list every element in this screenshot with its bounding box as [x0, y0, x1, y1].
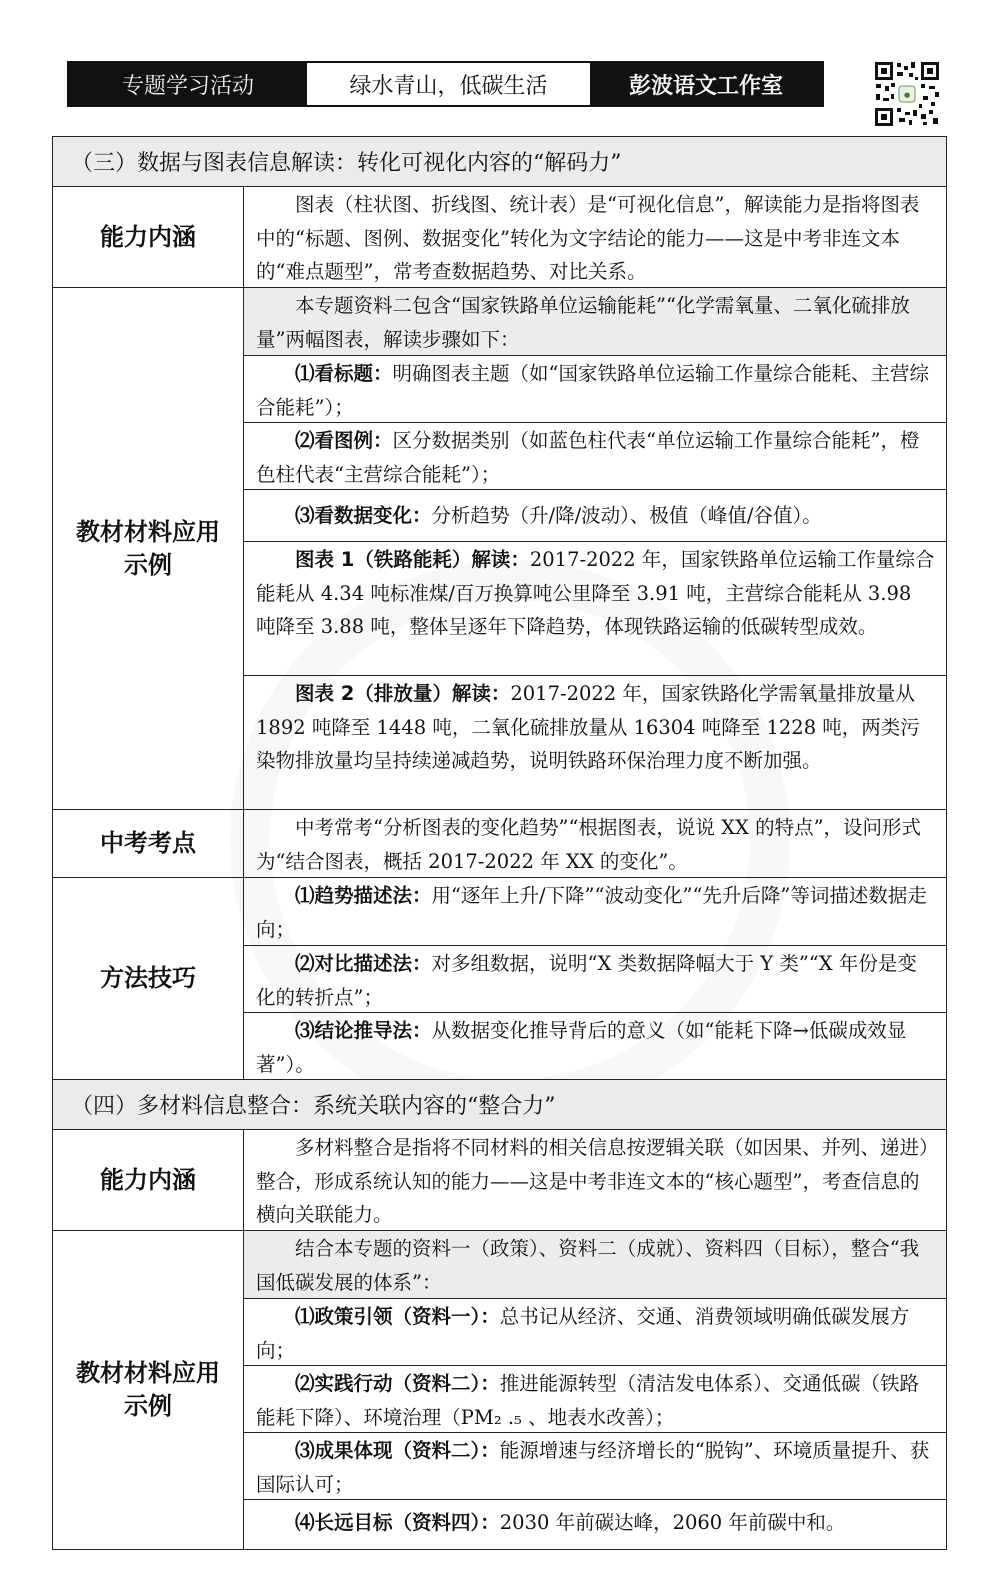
- example-step-1: ⑴看标题：明确图表主题（如“国家铁路单位运输工作量综合能耗、主营综合能耗”）；: [244, 355, 946, 422]
- header-topic: 专题学习活动: [69, 63, 307, 105]
- example-step-2: ⑵看图例：区分数据类别（如蓝色柱代表“单位运输工作量综合能耗”，橙色柱代表“主营综合能耗”）；: [244, 422, 946, 489]
- row-capability-3: [53, 187, 946, 288]
- row-example-3: [53, 288, 946, 810]
- example-intro: 结合本专题的资料一（政策）、资料二（成就）、资料四（目标），整合“我国低碳发展的体系”：: [244, 1231, 946, 1298]
- row-capability-4: [53, 1130, 946, 1231]
- row-label: 能力内涵: [53, 1130, 244, 1230]
- method-item-3: ⑶结论推导法：从数据变化推导背后的意义（如“能耗下降→低碳成效显著”）。: [244, 1012, 946, 1078]
- integration-item-1: ⑴政策引领（资料一）：总书记从经济、交通、消费领域明确低碳发展方向；: [244, 1298, 946, 1365]
- integration-item-4: ⑷长远目标（资料四）：2030 年前碳达峰，2060 年前碳中和。: [244, 1499, 946, 1547]
- header-theme: 绿水青山，低碳生活: [307, 63, 590, 105]
- integration-item-2: ⑵实践行动（资料二）：推进能源转型（清洁发电体系）、交通低碳（铁路能耗下降）、环境治理（PM₂ .₅ 、地表水改善）；: [244, 1365, 946, 1432]
- integration-item-3: ⑶成果体现（资料二）：能源增速与经济增长的“脱钩”、环境质量提升、获国际认可；: [244, 1432, 946, 1499]
- row-exam-3: [53, 810, 946, 878]
- capability-text: 图表（柱状图、折线图、统计表）是“可视化信息”，解读能力是指将图表中的“标题、图例、数据变化”转化为文字结论的能力——这是中考非连文本的“难点题型”，常考查数据趋势、对比关系。: [256, 193, 920, 283]
- svg-text:●: ●: [903, 91, 911, 99]
- row-label: 教材材料应用示例: [53, 1231, 244, 1549]
- row-label: 中考考点: [53, 810, 244, 877]
- header-studio: 彭波语文工作室: [590, 63, 822, 105]
- method-item-1: ⑴趋势描述法：用“逐年上升/下降”“波动变化”“先升后降”等词描述数据走向；: [256, 884, 927, 941]
- row-method-3: [53, 878, 946, 1080]
- example-chart-1: 图表 1（铁路能耗）解读：2017-2022 年，国家铁路单位运输工作量综合能耗从 4.34 吨标准煤/百万换算吨公里降至 3.91 吨，主营综合能耗从 3.98 吨降至 3.88 吨，整体呈逐年下降趋势，体现铁路运输的低碳转型成效。: [244, 541, 946, 675]
- qr-code-icon: [873, 60, 941, 128]
- capability-text: 多材料整合是指将不同材料的相关信息按逻辑关联（如因果、并列、递进）整合，形成系统认知的能力——这是中考非连文本的“核心题型”，考查信息的横向关联能力。: [256, 1136, 929, 1226]
- method-item-2: ⑵对比描述法：对多组数据，说明“X 类数据降幅大于 Y 类”“X 年份是变化的转折点”；: [244, 945, 946, 1012]
- row-label: 方法技巧: [53, 878, 244, 1079]
- example-chart-2: 图表 2（排放量）解读：2017-2022 年，国家铁路化学需氧量排放量从 1892 吨降至 1448 吨，二氧化硫排放量从 16304 吨降至 1228 吨，两类污染物排放量均呈持续递减趋势，说明铁路环保治理力度不断加强。: [244, 675, 946, 808]
- exam-text: 中考常考“分析图表的变化趋势”“根据图表，说说 XX 的特点”，设问形式为“结合图表，概括 2017-2022 年 XX 的变化”。: [256, 816, 922, 873]
- example-step-3: ⑶看数据变化：分析趋势（升/降/波动）、极值（峰值/谷值）。: [244, 489, 946, 541]
- header-bar: [67, 61, 824, 107]
- row-example-4: [53, 1231, 946, 1549]
- example-intro: 本专题资料二包含“国家铁路单位运输能耗”“化学需氧量、二氧化硫排放量”两幅图表，解读步骤如下：: [244, 288, 946, 355]
- row-label: 能力内涵: [53, 187, 244, 287]
- content-table: [52, 136, 947, 1550]
- section-title-4: （四）多材料信息整合：系统关联内容的“整合力”: [53, 1080, 946, 1130]
- row-label: 教材材料应用示例: [53, 288, 244, 809]
- section-title-3: （三）数据与图表信息解读：转化可视化内容的“解码力”: [53, 137, 946, 187]
